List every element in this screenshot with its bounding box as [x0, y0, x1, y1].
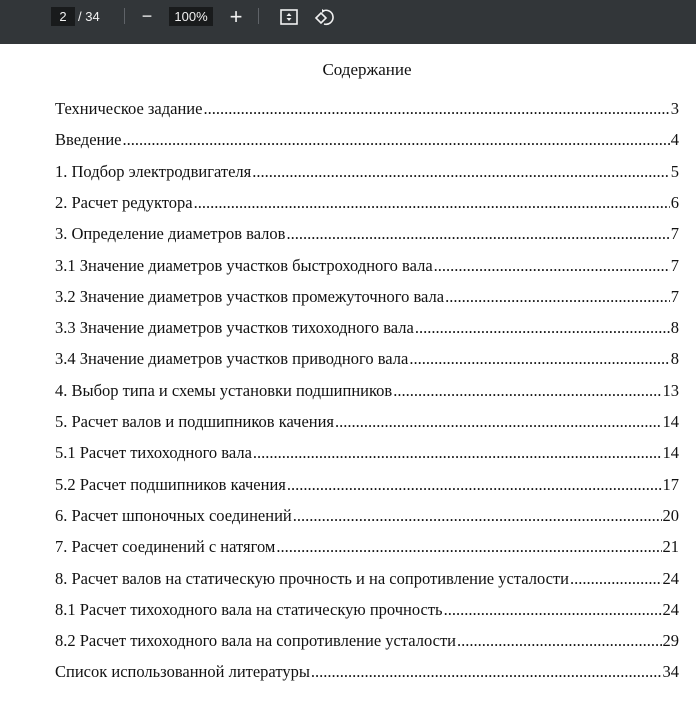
toc-entry[interactable] — [55, 631, 679, 651]
toc-entry-label: 4. Выбор типа и схемы установки подшипников — [55, 380, 393, 400]
toc-entry[interactable] — [55, 506, 679, 526]
toc-entry-page: 8 — [670, 349, 679, 369]
toc-entry-page: 7 — [670, 224, 679, 244]
toc-entry-page: 24 — [662, 599, 679, 619]
divider — [258, 8, 259, 24]
dot-leader — [194, 193, 670, 213]
toc-entry-label: 3.2 Значение диаметров участков промежуточного вала — [55, 286, 445, 306]
toc-entry-label: 3.4 Значение диаметров участков приводного вала — [55, 349, 409, 369]
toc-entry-page: 24 — [662, 568, 679, 588]
toc-entry[interactable] — [55, 162, 679, 182]
dot-leader — [203, 99, 669, 119]
toc-entry[interactable] — [55, 349, 679, 369]
dot-leader — [434, 256, 670, 276]
toc-entry-label: 8. Расчет валов на статическую прочность и на сопротивление усталости — [55, 568, 569, 588]
dot-leader — [444, 600, 662, 620]
zoom-in-icon[interactable]: + — [229, 3, 243, 29]
toc-entry-label: 6. Расчет шпоночных соединений — [55, 505, 292, 525]
toc-entry-page: 21 — [662, 537, 679, 557]
fit-page-icon[interactable] — [280, 7, 298, 26]
toc-entry-label: 3. Определение диаметров валов — [55, 224, 286, 244]
toc-entry-page: 8 — [670, 318, 679, 338]
dot-leader — [570, 569, 662, 589]
toc-entry-label: Техническое задание — [55, 99, 203, 118]
dot-leader — [293, 506, 662, 526]
dot-leader — [253, 443, 662, 463]
toc-entry-label: 3.3 Значение диаметров участков тихоходного вала — [55, 318, 414, 338]
toc-entry-label: Введение — [55, 130, 122, 150]
toc-entry-label: 5.1 Расчет тихоходного вала — [55, 443, 252, 463]
toc-entry-label: Список использованной литературы — [55, 662, 310, 682]
toc-entry[interactable] — [55, 256, 679, 276]
toc-entry[interactable] — [55, 193, 679, 213]
page-title: Содержание — [322, 60, 412, 79]
toc-entry[interactable] — [55, 569, 679, 589]
toc-entry-label: 5. Расчет валов и подшипников качения — [55, 412, 335, 431]
toc-entry-label: 7. Расчет соединений с натягом — [55, 537, 276, 557]
toc-entry-label: 1. Подбор электродвигателя — [55, 161, 252, 181]
page-total: / 34 — [78, 9, 100, 24]
toc-entry[interactable] — [55, 130, 679, 150]
toc-entry-label: 8.1 Расчет тихоходного вала на статическую прочность — [55, 599, 443, 619]
toc-entry-page: 14 — [662, 412, 679, 431]
toc-entry-page: 20 — [662, 505, 679, 525]
toc-entry[interactable] — [55, 600, 679, 620]
toc-entry[interactable] — [55, 99, 679, 119]
toc-entry[interactable] — [55, 537, 679, 557]
dot-leader — [311, 662, 662, 682]
dot-leader — [445, 287, 670, 307]
toc-entry-label: 2. Расчет редуктора — [55, 192, 193, 212]
toc-entry-label: 5.2 Расчет подшипников качения — [55, 474, 286, 494]
toc-entry-page: 29 — [662, 631, 679, 651]
zoom-level-input[interactable]: 100% — [169, 7, 213, 26]
dot-leader — [457, 631, 662, 651]
dot-leader — [287, 475, 662, 495]
toc-entry-page: 14 — [662, 443, 679, 463]
toc-entry[interactable] — [55, 662, 679, 682]
toc-entry-page: 7 — [670, 255, 679, 275]
dot-leader — [276, 537, 661, 557]
toc-entry-page: 5 — [670, 161, 679, 181]
dot-leader — [335, 412, 661, 432]
toc-entry[interactable] — [55, 475, 679, 495]
toc-entry-label: 8.2 Расчет тихоходного вала на сопротивление усталости — [55, 631, 456, 651]
toc-entry-page: 34 — [662, 662, 679, 682]
toc-entry[interactable] — [55, 318, 679, 338]
toc-entry[interactable] — [55, 224, 679, 244]
toc-entry-page: 13 — [662, 380, 679, 400]
dot-leader — [286, 224, 669, 244]
dot-leader — [393, 381, 661, 401]
zoom-out-icon[interactable]: − — [141, 6, 153, 26]
toc-entry-page: 4 — [670, 130, 679, 150]
toc-entry-page: 6 — [670, 192, 679, 212]
pdf-page — [0, 44, 696, 712]
toc-entry-page: 3 — [670, 99, 679, 118]
page-number-input[interactable]: 2 — [51, 7, 75, 26]
toc-entry[interactable] — [55, 412, 679, 432]
toc-entry[interactable] — [55, 287, 679, 307]
toc-entry-label: 3.1 Значение диаметров участков быстроходного вала — [55, 255, 433, 275]
dot-leader — [123, 130, 670, 150]
pdf-toolbar — [0, 0, 696, 44]
toc-entry-page: 17 — [662, 474, 679, 494]
dot-leader — [409, 349, 669, 369]
dot-leader — [415, 318, 670, 338]
toc-entry-page: 7 — [670, 286, 679, 306]
toc-entry[interactable] — [55, 381, 679, 401]
toc-entry[interactable] — [55, 443, 679, 463]
rotate-icon[interactable] — [314, 7, 334, 26]
dot-leader — [252, 162, 670, 182]
divider — [124, 8, 125, 24]
